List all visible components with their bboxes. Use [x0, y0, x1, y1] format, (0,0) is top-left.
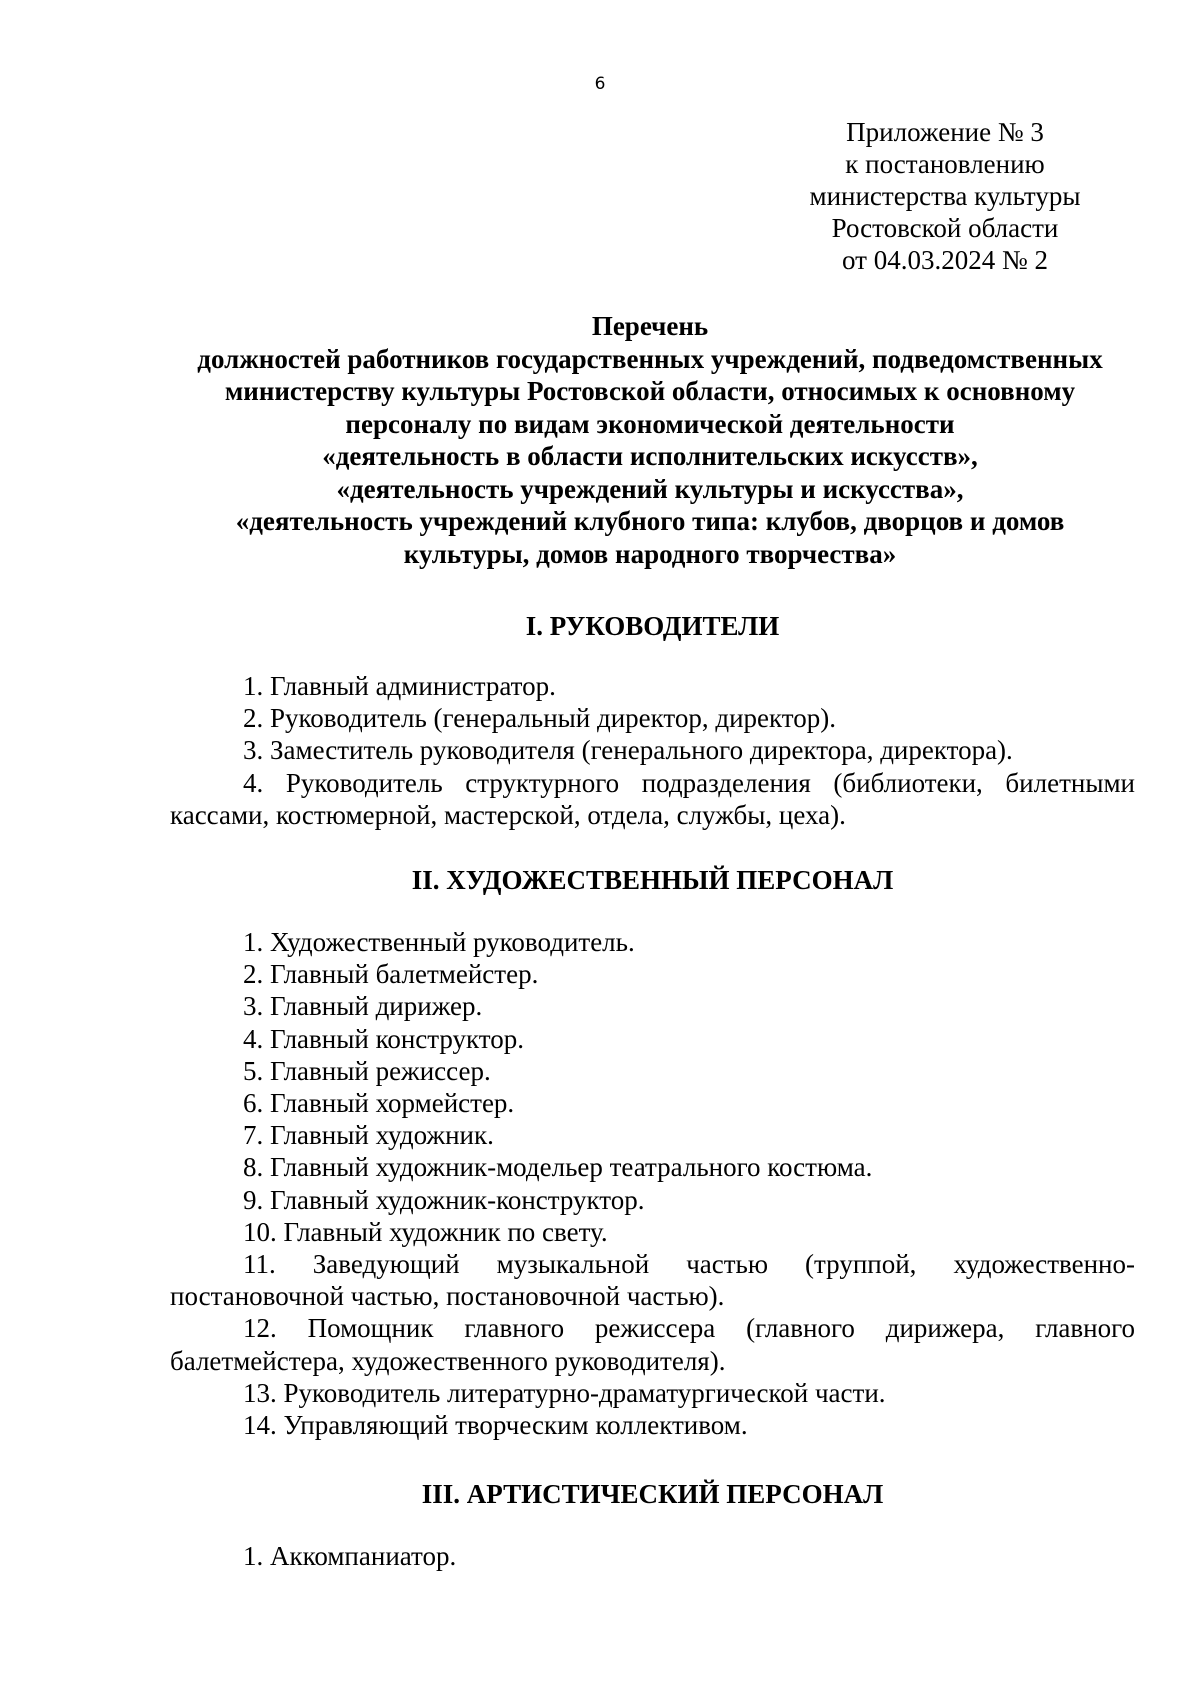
list-item: 8. Главный художник-модельер театрального костюма. — [243, 1152, 873, 1183]
title-line: «деятельность учреждений клубного типа: клубов, дворцов и домов — [235, 506, 1065, 536]
list-item: 11. Заведующий музыкальной частью (труппой, художественно-постановочной частью, постановочной частью). — [170, 1249, 1135, 1312]
appendix-line: Ростовской области — [831, 213, 1059, 243]
list-item: 4. Главный конструктор. — [243, 1023, 524, 1054]
appendix-line: министерства культуры — [809, 181, 1081, 211]
section-list-managers — [170, 670, 1135, 831]
section-heading-artistic-staff: II. ХУДОЖЕСТВЕННЫЙ ПЕРСОНАЛ — [411, 865, 894, 895]
title-line: министерству культуры Ростовской области, относимых к основному — [224, 376, 1076, 406]
title-line: культуры, домов народного творчества» — [403, 538, 897, 569]
appendix-line: к постановлению — [845, 149, 1045, 179]
list-item: 4. Руководитель структурного подразделения (библиотеки, билетными кассами, костюмерной, мастерской, отдела, службы, цеха). — [170, 767, 1135, 830]
title-line: «деятельность в области исполнительских искусств», — [322, 441, 978, 471]
list-item: 14. Управляющий творческим коллективом. — [243, 1410, 748, 1441]
appendix-line: Приложение № 3 — [846, 117, 1044, 147]
list-item: 10. Главный художник по свету. — [243, 1216, 608, 1247]
title-line: персоналу по видам экономической деятельности — [345, 408, 955, 439]
list-item: 3. Главный дирижер. — [243, 991, 483, 1022]
section-list-artistic-staff — [170, 926, 1135, 1441]
page-number: 6 — [594, 74, 606, 94]
appendix-block — [760, 116, 1130, 276]
list-item: 7. Главный художник. — [243, 1120, 494, 1151]
section-list-performing-staff — [170, 1540, 1135, 1572]
section-heading-performing-staff: III. АРТИСТИЧЕСКИЙ ПЕРСОНАЛ — [421, 1479, 884, 1509]
list-item: 6. Главный хормейстер. — [243, 1088, 515, 1119]
title-line: должностей работников государственных учреждений, подведомственных — [197, 343, 1103, 374]
list-item: 3. Заместитель руководителя (генерального директора, директора). — [243, 735, 1013, 766]
document-title — [120, 310, 1180, 570]
list-item: 1. Художественный руководитель. — [243, 927, 635, 957]
list-item: 12. Помощник главного режиссера (главного дирижера, главного балетмейстера, художественного руководителя). — [170, 1313, 1135, 1376]
list-item: 5. Главный режиссер. — [243, 1055, 491, 1086]
list-item: 2. Руководитель (генеральный директор, директор). — [243, 703, 836, 734]
list-item: 2. Главный балетмейстер. — [243, 959, 539, 990]
list-item: 13. Руководитель литературно-драматургической части. — [243, 1377, 886, 1408]
appendix-line: от 04.03.2024 № 2 — [842, 245, 1048, 275]
list-item: 1. Главный администратор. — [243, 671, 556, 701]
section-heading-managers: I. РУКОВОДИТЕЛИ — [525, 611, 780, 641]
list-item: 9. Главный художник-конструктор. — [243, 1184, 645, 1215]
title-line: Перечень — [591, 311, 709, 341]
title-line: «деятельность учреждений культуры и искусства», — [336, 473, 964, 504]
list-item: 1. Аккомпаниатор. — [243, 1541, 457, 1571]
